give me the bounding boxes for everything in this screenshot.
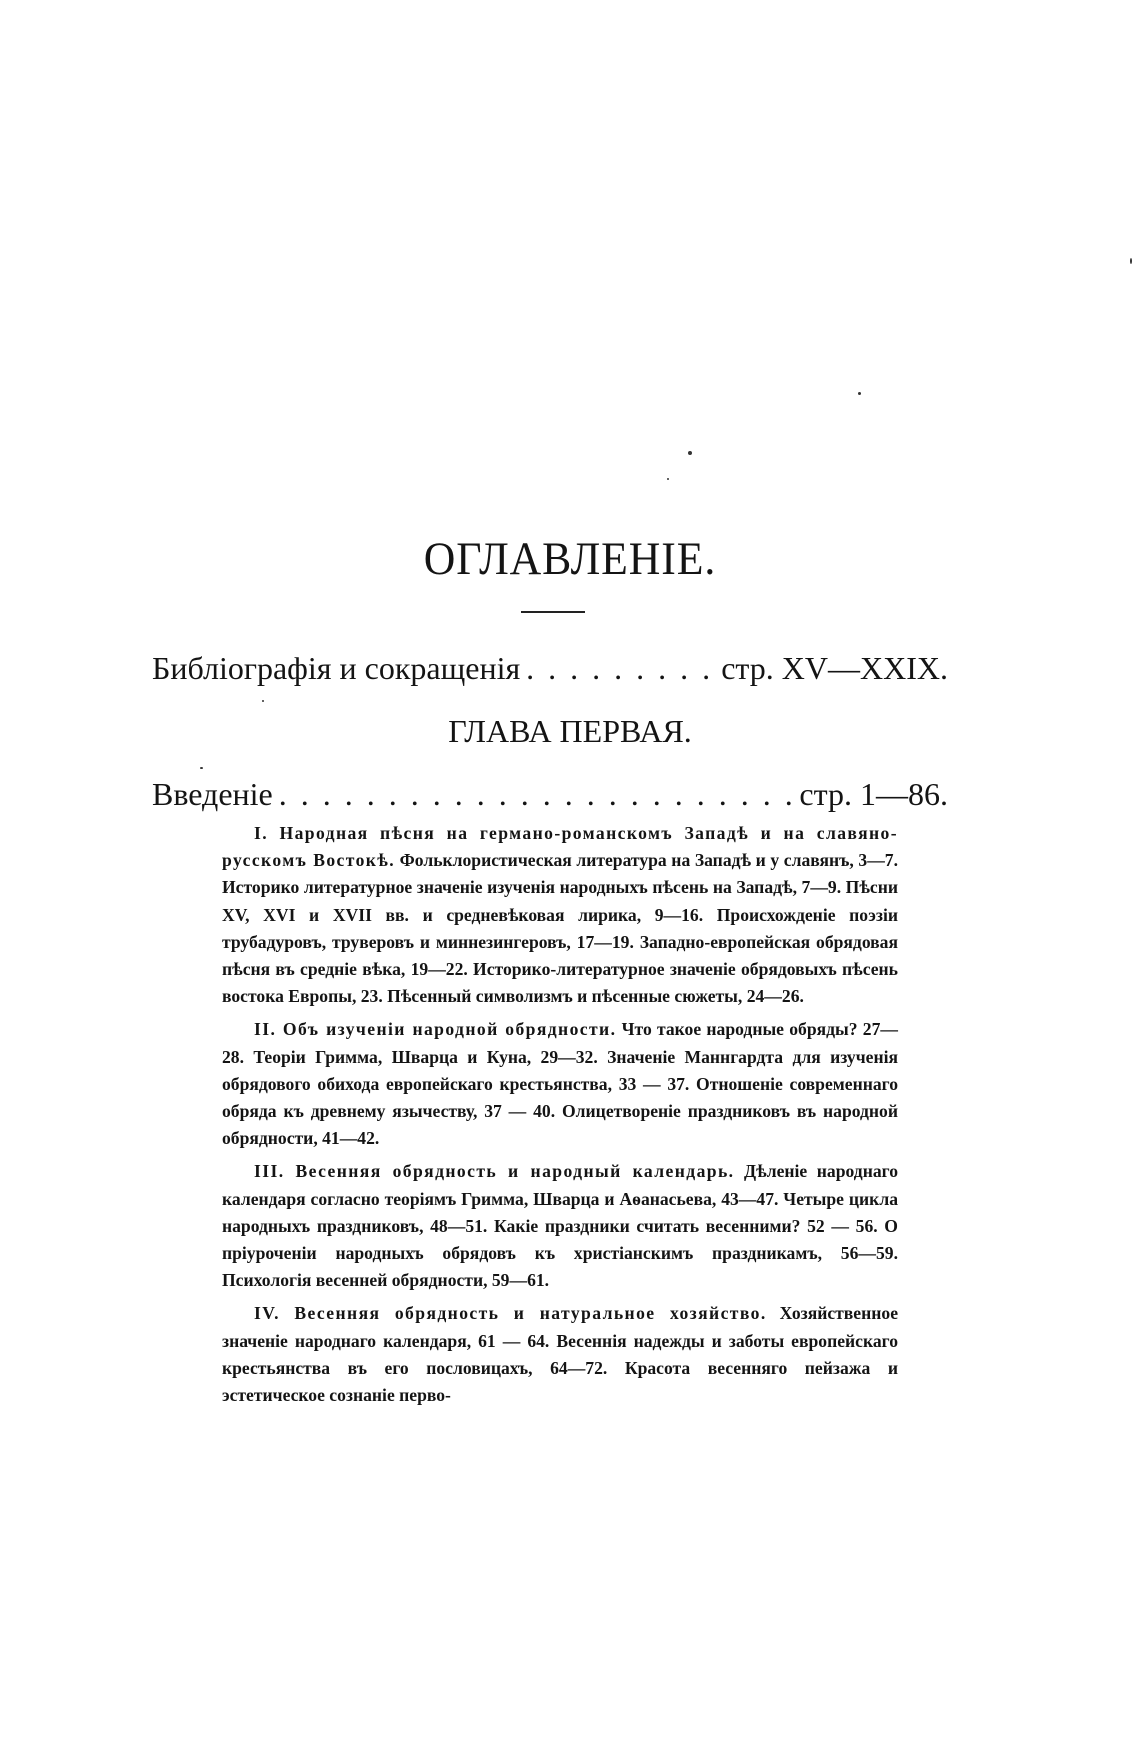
scan-speck: [688, 451, 692, 455]
section-entry: [222, 1158, 898, 1294]
toc-entry-label: Введенiе: [152, 776, 273, 812]
section-entry: [222, 1016, 898, 1152]
toc-entry-pages: стр. 1—86.: [799, 776, 948, 812]
section-body: Дѣленiе народнаго календаря согласно теорiямъ Гримма, Шварца и Аѳанасьева, 43—47. Четыре цикла народныхъ праздниковъ, 48—51. Какiе праздники считать весенними? 52 — 56. О прiуроченiи народныхъ обрядовъ къ христiанскимъ праздникамъ, 56—59. Психологiя весенней обрядности, 59—61.: [222, 1161, 898, 1291]
toc-entry-introduction: [152, 776, 948, 813]
toc-entry-bibliography: [152, 650, 948, 687]
section-heading: III. Весенняя обрядность и народный календарь.: [254, 1161, 735, 1182]
toc-entry-pages: стр. XV—XXIX.: [721, 650, 948, 686]
section-body: Фольклористическая литература на Западѣ и у славянъ, 3—7. Историко литературное значенiе изученiя народныхъ пѣсень на Западѣ, 7—9. Пѣсни XV, XVI и XVII вв. и средневѣковая лирика, 9—16. Происхожденiе поэзiи трубадуровъ, труверовъ и миннезингеровъ, 17—19. Западно-европейская обрядовая пѣсня въ среднiе вѣка, 19—22. Историко-литературное значенiе обрядовыхъ пѣсень востока Европы, 23. Пѣсенный символизмъ и пѣсенные сюжеты, 24—26.: [222, 850, 898, 1007]
section-heading: IV. Весенняя обрядность и натуральное хозяйство.: [254, 1303, 767, 1324]
scan-speck: [200, 767, 203, 769]
section-entry: [222, 1300, 898, 1409]
scan-speck: [858, 392, 861, 395]
toc-entry-label: Библiографiя и сокращенiя: [152, 650, 521, 686]
section-body: Что такое народные обряды? 27—28. Теорiи Гримма, Шварца и Куна, 29—32. Значенiе Маннгардта для изученiя обрядового обихода европейскаго крестьянства, 33 — 37. Отношенiе современнаго обряда къ древнему язычеству, 37 — 40. Олицетворенiе праздниковъ въ народной обрядности, 41—42.: [222, 1019, 898, 1149]
scan-speck: [1130, 258, 1132, 264]
section-body: Хозяйственное значенiе народнаго календаря, 61 — 64. Весеннiя надежды и заботы европейскаго крестьянства въ его пословицахъ, 64—72. Красота весенняго пейзажа и эстетическое сознанiе перво-: [222, 1303, 898, 1406]
dot-leader: [526, 650, 715, 687]
page-title: ОГЛАВЛЕНIЕ.: [423, 533, 717, 585]
title-rule: [521, 611, 585, 613]
dot-leader: [279, 776, 794, 813]
chapter-heading: ГЛАВА ПЕРВАЯ.: [448, 713, 692, 749]
section-heading: II. Объ изученiи народной обрядности.: [254, 1019, 617, 1040]
section-list: [222, 820, 898, 1415]
section-heading: I. Народная пѣсня на германо-романскомъ Западѣ и на славяно-русскомъ Востокѣ.: [222, 823, 898, 871]
scan-speck: [667, 478, 669, 480]
scan-speck: [262, 700, 264, 702]
section-entry: [222, 820, 898, 1010]
